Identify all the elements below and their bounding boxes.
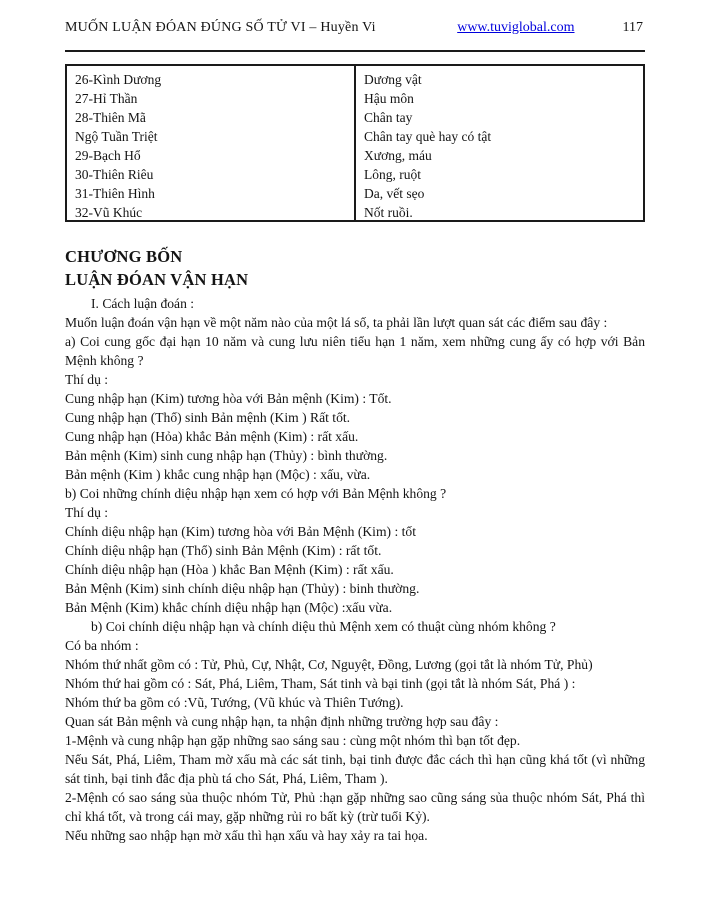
body-paragraph: Thí dụ : xyxy=(65,505,109,520)
body-paragraph: Nếu những sao nhập hạn mờ xấu thì hạn xấu và hay xảy ra tai họa. xyxy=(65,828,428,843)
body-paragraph: Bản Mệnh (Kim) khắc chính diệu nhập hạn (Mộc) :xấu vừa. xyxy=(65,600,393,615)
body-paragraph: Chính diệu nhập hạn (Hòa ) khắc Ban Mệnh (Kim) : rất xấu. xyxy=(65,562,394,577)
body-paragraph: Thí dụ : xyxy=(65,372,109,387)
table-column-stars xyxy=(67,66,354,220)
header-title: MUỐN LUẬN ĐÓAN ĐÚNG SỐ TỬ VI – Huyền Vi xyxy=(65,20,376,35)
stars-body-parts-table xyxy=(65,64,645,222)
body-paragraph: Nhóm thứ hai gồm có : Sát, Phá, Liêm, Tham, Sát tinh và bại tinh (gọi tắt là nhóm Sát, Phá ) : xyxy=(65,676,576,691)
table-cell-body-part: Dương vật xyxy=(364,72,422,87)
table-cell-body-part: Xương, máu xyxy=(364,148,432,163)
page-header xyxy=(65,20,645,36)
table-cell-star: 27-Hỉ Thần xyxy=(75,91,138,106)
body-paragraph: 2-Mệnh có sao sáng sủa thuộc nhóm Tử, Phủ :hạn gặp những sao cũng sáng sủa thuộc nhóm Sát, Phá thì chỉ khá tốt, và trong cái may, gặp những rủi ro bất kỳ (trừ tuổi Kỷ). xyxy=(65,790,645,824)
body-paragraph: Nhóm thứ nhất gồm có : Tử, Phủ, Cự, Nhật, Cơ, Nguyệt, Đồng, Lương (gọi tắt là nhóm Tử, Phủ) xyxy=(65,657,593,672)
body-paragraph: Bản Mệnh (Kim) sinh chính diệu nhập hạn (Thủy) : binh thường. xyxy=(65,581,420,596)
header-rule xyxy=(65,50,645,52)
table-cell-star: 26-Kình Dương xyxy=(75,72,162,87)
table-cell-body-part: Chân tay què hay có tật xyxy=(364,129,492,144)
page-number: 117 xyxy=(622,20,643,35)
chapter-subheading: LUẬN ĐÓAN VẬN HẠN xyxy=(65,270,249,289)
body-paragraph: 1-Mệnh và cung nhập hạn gặp những sao sáng sau : cùng một nhóm thì bạn tốt đẹp. xyxy=(65,733,521,748)
body-text xyxy=(65,294,645,845)
body-paragraph: Bản mệnh (Kim) sinh cung nhập hạn (Thủy) : bình thường. xyxy=(65,448,388,463)
body-paragraph: Chính diệu nhập hạn (Kim) tương hòa với Bản Mệnh (Kim) : tốt xyxy=(65,524,416,539)
body-paragraph: Cung nhập hạn (Kim) tương hòa với Bản mệnh (Kim) : Tốt. xyxy=(65,391,392,406)
body-paragraph: Có ba nhóm : xyxy=(65,638,139,653)
body-paragraph: Bản mệnh (Kim ) khắc cung nhập hạn (Mộc) : xấu, vừa. xyxy=(65,467,371,482)
body-paragraph: Muốn luận đoán vận hạn về một năm nào của một lá số, ta phải lần lượt quan sát các điểm sau đây : xyxy=(65,315,608,330)
body-paragraph: Quan sát Bản mệnh và cung nhập hạn, ta nhận định những trường hợp sau đây : xyxy=(65,714,499,729)
body-paragraph: Nhóm thứ ba gồm có :Vũ, Tướng, (Vũ khúc và Thiên Tướng). xyxy=(65,695,404,710)
table-cell-body-part: Da, vết sẹo xyxy=(364,186,425,201)
table-cell-body-part: Lông, ruột xyxy=(364,167,421,182)
table-cell-star: 29-Bạch Hổ xyxy=(75,148,141,163)
table-cell-star: 31-Thiên Hình xyxy=(75,186,155,201)
table-cell-body-part: Chân tay xyxy=(364,110,413,125)
table-column-body-parts xyxy=(354,66,643,220)
table-cell-star: 30-Thiên Riêu xyxy=(75,167,154,182)
body-paragraph: b) Coi chính diệu nhập hạn và chính diệu thủ Mệnh xem có thuật cùng nhóm không ? xyxy=(91,619,556,634)
body-paragraph: Cung nhập hạn (Hỏa) khắc Bản mệnh (Kim) : rất xấu. xyxy=(65,429,359,444)
table-cell-star: 32-Vũ Khúc xyxy=(75,205,143,220)
body-paragraph: Cung nhập hạn (Thổ) sinh Bản mệnh (Kim ) Rất tốt. xyxy=(65,410,351,425)
table-cell-body-part: Nốt ruồi. xyxy=(364,205,413,220)
body-paragraph: a) Coi cung gốc đại hạn 10 năm và cung lưu niên tiểu hạn 1 năm, xem những cung ấy có hợp với Bản Mệnh không ? xyxy=(65,334,645,368)
chapter-heading: CHƯƠNG BỐN xyxy=(65,247,183,266)
table-cell-body-part: Hậu môn xyxy=(364,91,414,106)
body-paragraph: I. Cách luận đoán : xyxy=(91,296,195,311)
body-paragraph: Nếu Sát, Phá, Liêm, Tham mờ xấu mà các sát tinh, bại tinh được đắc cách thì hạn cũng khá tốt (vì những sát tinh, bại tinh đắc địa phù tá cho Sát, Phá, Liêm, Tham ). xyxy=(65,752,645,786)
table-cell-star: Ngộ Tuần Triệt xyxy=(75,129,158,144)
header-link[interactable]: www.tuviglobal.com xyxy=(457,20,575,35)
body-paragraph: b) Coi những chính diệu nhập hạn xem có hợp với Bản Mệnh không ? xyxy=(65,486,447,501)
body-paragraph: Chính diệu nhập hạn (Thổ) sinh Bản Mệnh (Kim) : rất tốt. xyxy=(65,543,382,558)
table-cell-star: 28-Thiên Mã xyxy=(75,110,146,125)
